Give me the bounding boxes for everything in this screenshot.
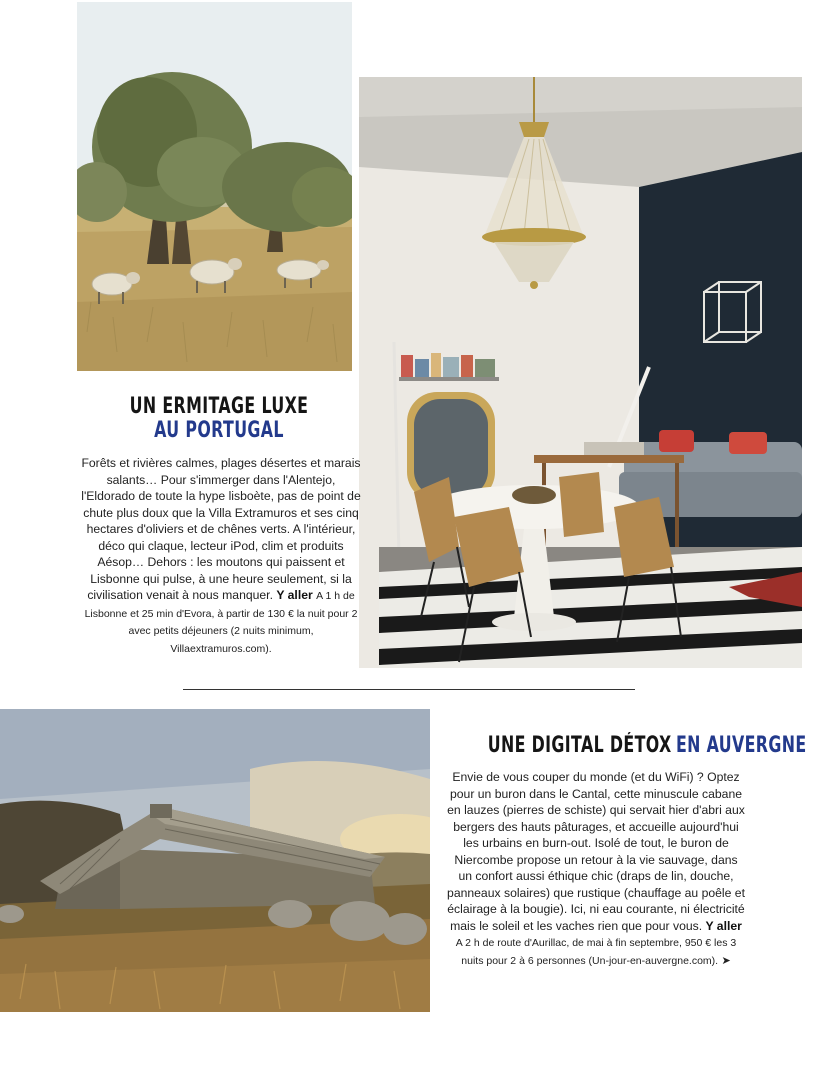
section1-title	[117, 395, 321, 443]
section1-title-line2: AU PORTUGAL	[154, 418, 284, 443]
section2-practical-text: A 2 h de route d'Aurillac, de mai à fin septembre, 950 € les 3 nuits pour 2 à 6 personnes (Un-jour-en-auvergne.com).	[455, 937, 737, 967]
section-divider	[183, 689, 635, 690]
section2-title	[487, 733, 807, 759]
section1-title-line1: UN ERMITAGE LUXE	[129, 394, 309, 419]
section2-title-part1: UNE DIGITAL DÉTOX	[487, 733, 672, 758]
section2-practical-label: Y aller	[705, 918, 742, 933]
section1-practical-label: Y aller	[276, 588, 313, 602]
photo-olive-trees-sheep	[77, 2, 352, 371]
section2-title-part2: EN AUVERGNE	[675, 733, 807, 758]
section1-body	[80, 455, 362, 657]
photo-interior-living-room	[359, 77, 802, 668]
photo-stone-buron-cantal	[0, 709, 430, 1012]
section2-body	[446, 769, 746, 969]
section2-body-text: Envie de vous couper du monde (et du WiFi) ? Optez pour un buron dans le Cantal, cette minuscule cabane en lauzes (pierres de schiste) qui servait hier d'abri aux bergers des hauts pâturages, et accueille aujourd'hui les urbains en burn-out. Isolé de tout, le buron de Niercombe propose un retour à la vie sauvage, dans un confort aussi éthique chic (draps de lin, douche, panneaux solaires) que rustique (chauffage au poêle et éclairage à la bougie). Ici, ni eau courante, ni électricité mais le soleil et les vaches rien que pour vous.	[447, 770, 745, 933]
right-arrow-icon: ➤	[721, 954, 731, 967]
section1-body-text: Forêts et rivières calmes, plages désertes et marais salants… Pour s'immerger dans l'Alentejo, l'Eldorado de toute la hype lisboète, pas de point de chute plus doux que la Villa Extramuros et ses cinq hectares d'oliviers et de chênes verts. A l'intérieur, déco qui claque, lecteur iPod, clim et produits Aésop… Dehors : les moutons qui paissent et Lisbonne qui pulse, à une heure seulement, si la civilisation venait à nous manquer.	[81, 456, 361, 602]
section1-practical-text: A 1 h de Lisbonne et 25 min d'Evora, à partir de 130 € la nuit pour 2 avec petits déjeuners (2 nuits minimum, Villaextramuros.com).	[84, 590, 358, 655]
